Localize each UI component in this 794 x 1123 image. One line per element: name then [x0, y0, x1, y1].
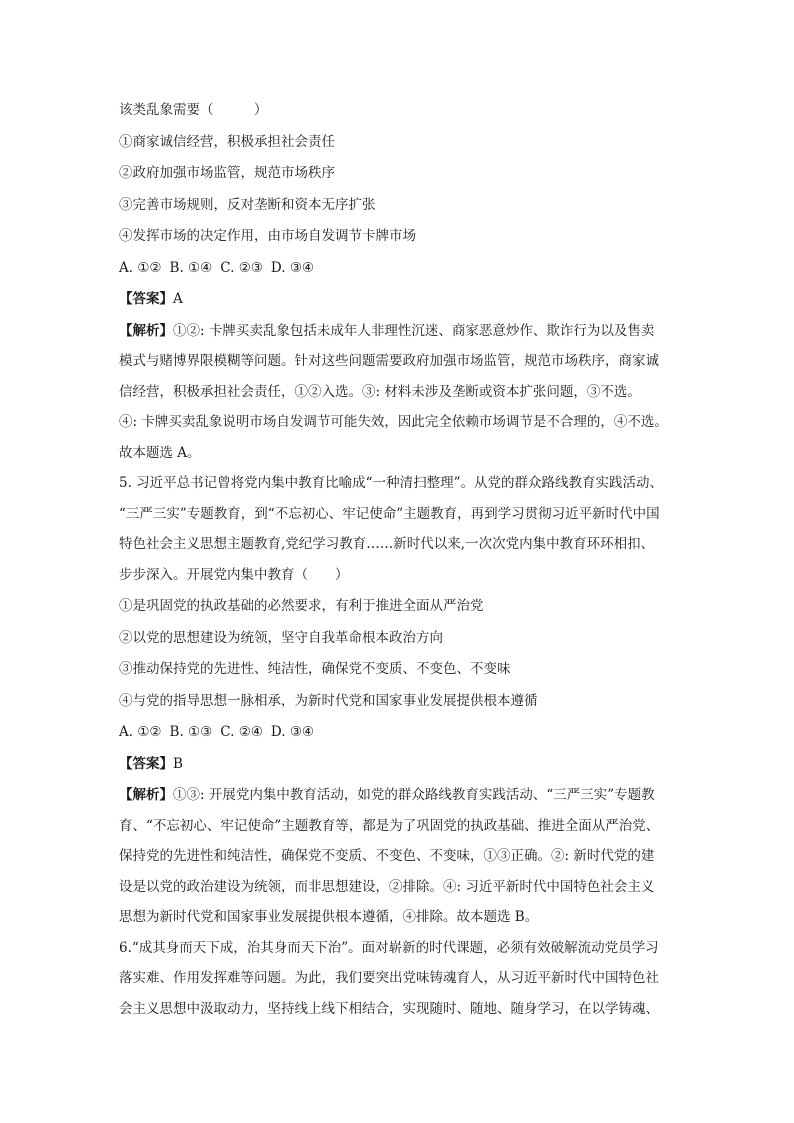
- q4-answer: [119, 289, 685, 309]
- q5-stem-line-2: “三严三实”专题教育，到“不忘初心、牢记使命”主题教育，再到学习贯彻习近平新时代中国: [119, 505, 660, 522]
- q4-analysis-line-1: 【解析】①②: 卡牌买卖乱象包括未成年人非理性沉迷、商家恶意炒作、欺诈行为以及售卖: [119, 322, 655, 339]
- q6-stem-line-1: 6.“成其身而天下成，治其身而天下治”。面对崭新的时代课题，必须有效破解流动党员学习: [119, 939, 659, 956]
- q4-choices: [119, 258, 685, 278]
- q4-choice-a: A. ①②: [119, 259, 162, 276]
- q5-answer-value: B: [173, 755, 183, 772]
- answer-tag: 【答案】: [119, 755, 173, 772]
- q5-option-2: ②以党的思想建设为统领，坚守自我革命根本政治方向: [119, 629, 443, 646]
- q4-analysis-line-4: ④: 卡牌买卖乱象说明市场自发调节可能失效，因此完全依赖市场调节是不合理的，④不选。: [119, 414, 668, 430]
- document-page: [119, 100, 685, 1019]
- q5-choice-a: A. ①②: [119, 724, 162, 740]
- q5-choices: [119, 722, 685, 742]
- q5-option-4: ④与党的指导思想一脉相承，为新时代党和国家事业发展提供根本遵循: [119, 692, 538, 709]
- q4-stem-tail: 该类乱象需要（ ）: [119, 102, 268, 118]
- q5-stem-line-4: 步步深入。开展党内集中教育（ ）: [119, 566, 349, 583]
- q5-stem-line-1: 5. 习近平总书记曾将党内集中教育比喻成“一种清扫整理”。从党的群众路线教育实践活动、: [119, 475, 663, 491]
- q4-option-1: ①商家诚信经营，积极承担社会责任: [119, 133, 335, 150]
- q5-analysis-line-3: 保持党的先进性和纯洁性，确保党不变质、不变色、不变味，①③正确。②: 新时代党的建: [119, 848, 655, 864]
- q4-choice-b: B. ①④: [169, 259, 213, 276]
- q6-stem-line-2: 落实难、作用发挥难等问题。为此，我们要突出党味铸魂育人，从习近平新时代中国特色社: [119, 970, 659, 986]
- q4-answer-value: A: [173, 291, 183, 307]
- q5-analysis-line-5: 思想为新时代党和国家事业发展提供根本遵循，④排除。故本题选 B。: [119, 909, 539, 925]
- q5-option-1: ①是巩固党的执政基础的必然要求，有利于推进全面从严治党: [119, 598, 484, 614]
- q5-option-3: ③推动保持党的先进性、纯洁性，确保党不变质、不变色、不变味: [119, 661, 511, 677]
- q5-analysis-line-4: 设是以党的政治建设为统领，而非思想建设，②排除。④: 习近平新时代中国特色社会主义: [119, 878, 655, 895]
- q4-choice-d: D. ③④: [270, 259, 315, 276]
- analysis-tag: 【解析】: [119, 787, 173, 803]
- q5-choice-b: B. ①③: [169, 724, 213, 740]
- q6-stem-line-3: 会主义思想中汲取动力，坚持线上线下相结合，实现随时、随地、随身学习，在以学铸魂、: [119, 1000, 659, 1017]
- q5-analysis-line-1: 【解析】①③: 开展党内集中教育活动，如党的群众路线教育实践活动、“三严三实”专题教: [119, 787, 655, 803]
- q4-choice-c: C. ②③: [220, 259, 263, 276]
- answer-tag: 【答案】: [119, 291, 173, 307]
- q4-option-3: ③完善市场规则，反对垄断和资本无序扩张: [119, 196, 376, 213]
- analysis-tag: 【解析】: [119, 322, 173, 339]
- q5-answer: [119, 754, 685, 774]
- q5-analysis-line-2: 育、“不忘初心、牢记使命”主题教育等，都是为了巩固党的执政基础、推进全面从严治党、: [119, 817, 660, 834]
- q4-option-2: ②政府加强市场监管，规范市场秩序: [119, 165, 335, 181]
- q5-choice-c: C. ②④: [220, 724, 263, 740]
- q5-stem-line-3: 特色社会主义思想主题教育,党纪学习教育……新时代以来,一次次党内集中教育环环相扣、: [119, 536, 655, 552]
- q4-analysis-line-3: 信经营，积极承担社会责任，①②入选。③: 材料未涉及垄断或资本扩张问题，③不选。: [119, 383, 641, 400]
- q4-analysis-line-2: 模式与赌博界限模糊等问题。针对这些问题需要政府加强市场监管，规范市场秩序，商家诚: [119, 353, 659, 369]
- q4-option-4: ④发挥市场的决定作用，由市场自发调节卡牌市场: [119, 228, 416, 244]
- q4-analysis-line-5: 故本题选 A。: [119, 444, 201, 461]
- q5-choice-d: D. ③④: [270, 724, 315, 740]
